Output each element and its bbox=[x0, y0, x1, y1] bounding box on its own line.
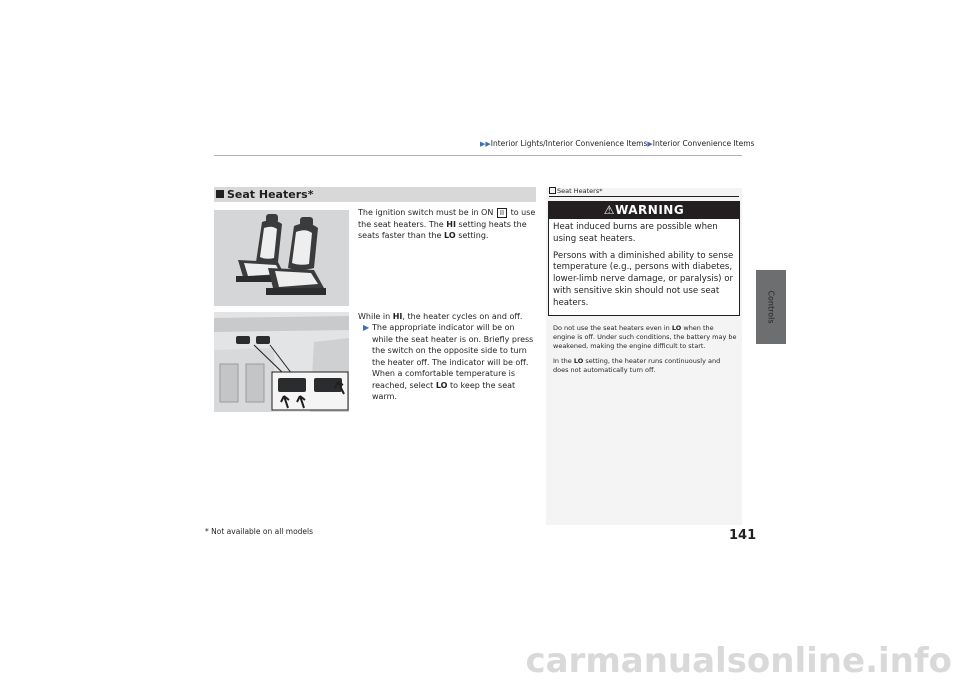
indicator-paragraph: ▶ The appropriate indicator will be on while the seat heater is on. Briefly press the switch on the opposite side to turn the heater off. The indicator will be off. When a comfortable temperature is reached, select LO to keep the seat warm. bbox=[363, 323, 534, 401]
warning-title: ⚠WARNING bbox=[548, 201, 740, 219]
footnote: * Not available on all models bbox=[205, 527, 314, 536]
panel-divider bbox=[549, 196, 739, 197]
warning-triangle-icon: ⚠ bbox=[603, 203, 616, 217]
hi-cycle-paragraph: While in HI, the heater cycles on and off. bbox=[358, 312, 523, 321]
note-paragraph: Do not use the seat heaters even in LO when the engine is off. Under such conditions, the battery may be weakened, making the engine difficult to start. bbox=[553, 324, 737, 350]
seat-heater-switch-illustration bbox=[214, 312, 349, 412]
watermark bbox=[0, 640, 960, 678]
seat-heaters-illustration bbox=[214, 210, 349, 306]
triangle-right-icon: ▶ bbox=[647, 140, 653, 148]
page-number: 141 bbox=[729, 528, 757, 543]
asterisk-mark: * bbox=[307, 188, 314, 201]
reference-icon bbox=[549, 187, 556, 194]
triangle-right-icon: ▶▶ bbox=[480, 140, 491, 148]
square-bullet-icon bbox=[216, 190, 224, 198]
notes-text bbox=[553, 324, 737, 381]
ignition-paragraph: The ignition switch must be in ON II to use the seat heaters. The HI setting heats the seats faster than the LO setting. bbox=[358, 208, 536, 240]
watermark-text: carmanualsonline.info bbox=[525, 641, 952, 678]
notes-panel-heading: Seat Heaters* bbox=[549, 187, 602, 195]
warning-text bbox=[553, 222, 736, 315]
breadcrumb bbox=[480, 139, 754, 148]
ignition-position-key: II bbox=[497, 208, 507, 218]
header-divider bbox=[214, 155, 742, 156]
warning-paragraph: Heat induced burns are possible when using seat heaters. bbox=[553, 222, 718, 244]
chapter-tab-label: Controls bbox=[766, 290, 776, 324]
breadcrumb-item: Interior Lights/Interior Convenience Items bbox=[490, 139, 648, 148]
triangle-right-icon: ▶ bbox=[363, 323, 370, 332]
breadcrumb-item: Interior Convenience Items bbox=[652, 139, 755, 148]
note-paragraph: In the LO setting, the heater runs continuously and does not automatically turn off. bbox=[553, 357, 721, 374]
section-title: Seat Heaters* bbox=[216, 188, 313, 201]
warning-paragraph: Persons with a diminished ability to sense temperature (e.g., persons with diabetes, lower-limb nerve damage, or paralysis) or with sensitive skin should not use seat heaters. bbox=[553, 250, 734, 308]
